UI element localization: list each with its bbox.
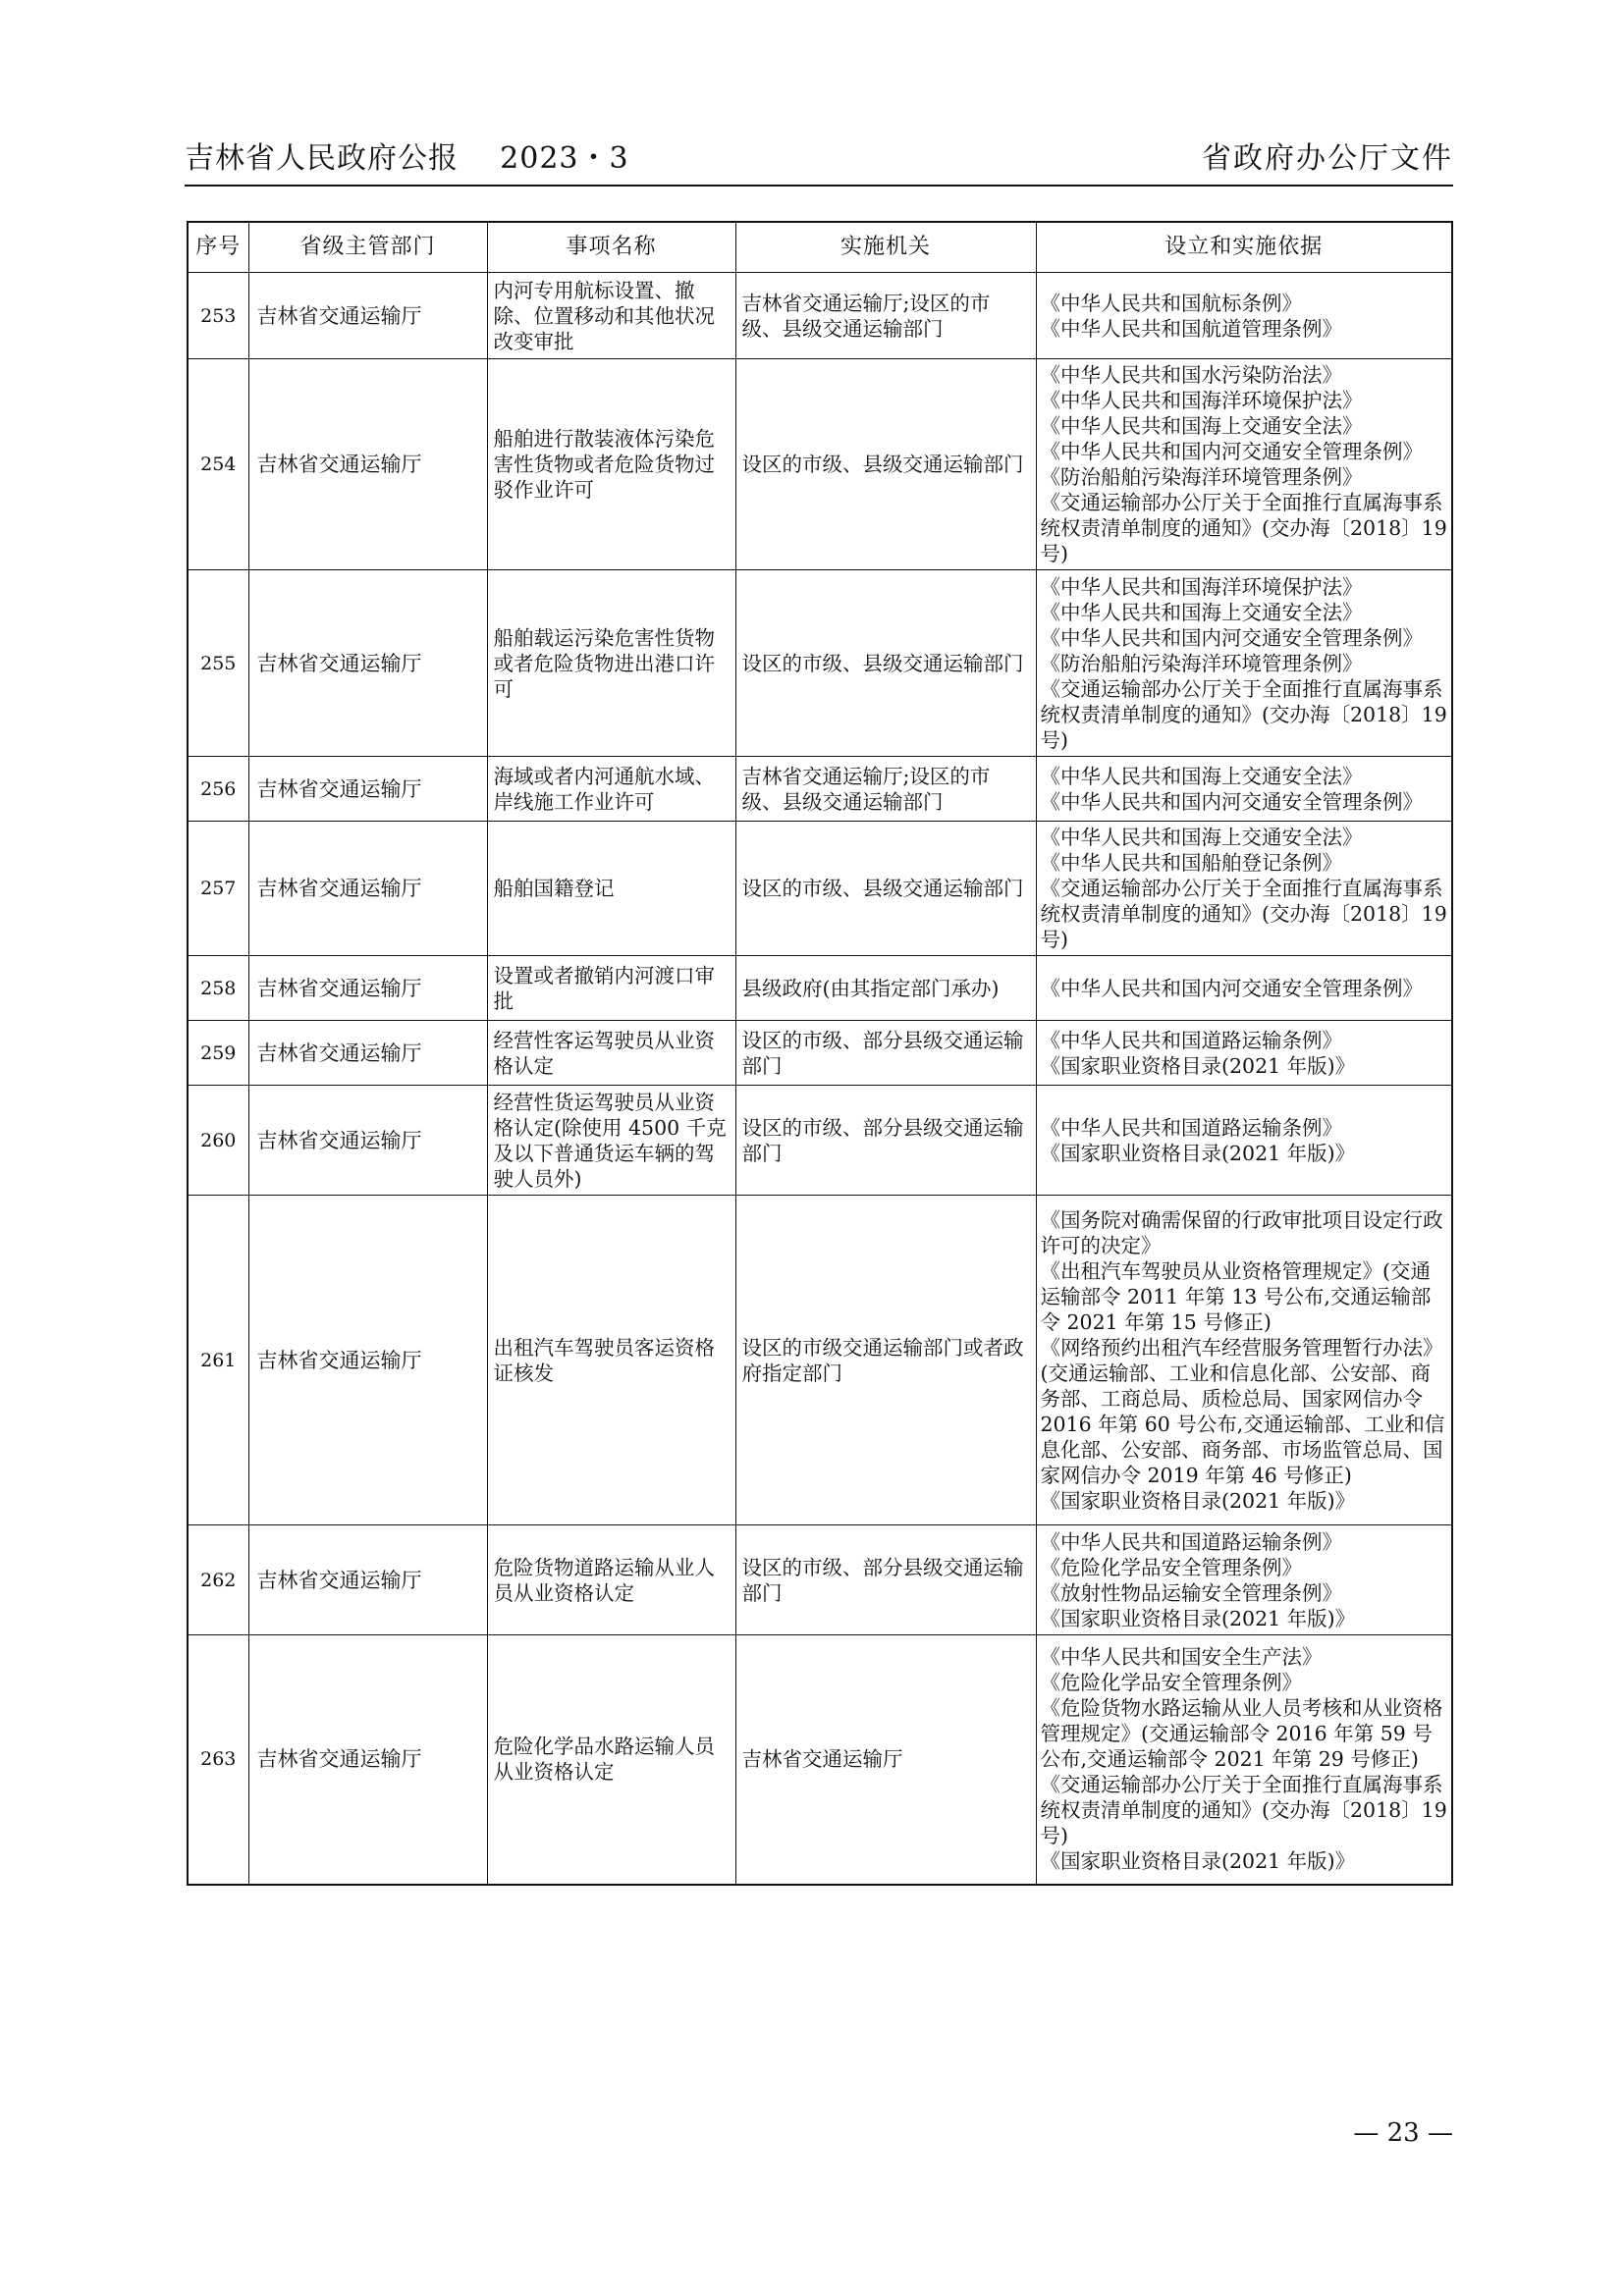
row-agency: 县级政府(由其指定部门承办) <box>735 956 1036 1021</box>
row-agency: 设区的市级、县级交通运输部门 <box>735 359 1036 570</box>
row-number: 261 <box>188 1196 248 1525</box>
basis-line: 《网络预约出租汽车经营服务管理暂行办法》(交通运输部、工业和信息化部、公安部、商务部、工商总局、质检总局、国家网信办令 2016 年第 60 号公布,交通运输部、工业和信息化部、公安部、商务部、市场监管总局、国家网信办令 2019 年第 46 号修正) <box>1040 1335 1445 1487</box>
row-basis <box>1036 1086 1452 1196</box>
row-number: 254 <box>188 359 248 570</box>
basis-line: 《出租汽车驾驶员从业资格管理规定》(交通运输部令 2011 年第 13 号公布,交通运输部令 2021 年第 15 号修正) <box>1040 1258 1432 1334</box>
row-agency: 设区的市级、县级交通运输部门 <box>735 570 1036 757</box>
basis-line: 《交通运输部办公厅关于全面推行直属海事系统权责清单制度的通知》(交办海〔2018〕19 号) <box>1040 491 1447 565</box>
basis-line: 《交通运输部办公厅关于全面推行直属海事系统权责清单制度的通知》(交办海〔2018〕19 号) <box>1040 877 1447 951</box>
row-department: 吉林省交通运输厅 <box>248 359 487 570</box>
basis-line: 《中华人民共和国海洋环境保护法》 <box>1040 574 1363 599</box>
basis-line: 《中华人民共和国水污染防治法》 <box>1040 363 1342 387</box>
row-agency: 吉林省交通运输厅 <box>735 1635 1036 1885</box>
row-agency: 设区的市级、部分县级交通运输部门 <box>735 1086 1036 1196</box>
row-item-name: 船舶进行散装液体污染危害性货物或者危险货物过驳作业许可 <box>487 359 735 570</box>
row-agency: 设区的市级、部分县级交通运输部门 <box>735 1021 1036 1086</box>
table-row <box>188 1525 1452 1635</box>
row-item-name: 经营性客运驾驶员从业资格认定 <box>487 1021 735 1086</box>
basis-line: 《国家职业资格目录(2021 年版)》 <box>1040 1141 1356 1165</box>
basis-line: 《国家职业资格目录(2021 年版)》 <box>1040 1606 1356 1630</box>
basis-line: 《中华人民共和国海上交通安全法》 <box>1040 826 1363 849</box>
row-number: 259 <box>188 1021 248 1086</box>
row-basis <box>1036 1635 1452 1885</box>
row-basis <box>1036 1021 1452 1086</box>
page-number: — 23 — <box>1353 2118 1453 2148</box>
basis-line: 《中华人民共和国道路运输条例》 <box>1040 1028 1342 1052</box>
column-header-agency: 实施机关 <box>735 222 1036 273</box>
basis-line: 《放射性物品运输安全管理条例》 <box>1040 1580 1342 1605</box>
basis-line: 《交通运输部办公厅关于全面推行直属海事系统权责清单制度的通知》(交办海〔2018〕19 号) <box>1040 676 1447 752</box>
basis-line: 《中华人民共和国海上交通安全法》 <box>1040 414 1363 438</box>
row-item-name: 设置或者撤销内河渡口审批 <box>487 956 735 1021</box>
row-department: 吉林省交通运输厅 <box>248 757 487 822</box>
header-rule <box>185 185 1453 187</box>
basis-line: 《中华人民共和国道路运输条例》 <box>1040 1115 1342 1140</box>
row-basis <box>1036 1196 1452 1525</box>
row-department: 吉林省交通运输厅 <box>248 570 487 757</box>
row-basis <box>1036 359 1452 570</box>
issue-number: 2023・3 <box>500 141 629 176</box>
row-item-name: 船舶国籍登记 <box>487 822 735 956</box>
table-row <box>188 1021 1452 1086</box>
row-item-name: 海域或者内河通航水域、岸线施工作业许可 <box>487 757 735 822</box>
row-number: 258 <box>188 956 248 1021</box>
row-basis <box>1036 1525 1452 1635</box>
section-title: 省政府办公厅文件 <box>1202 141 1453 176</box>
basis-line: 《中华人民共和国内河交通安全管理条例》 <box>1040 625 1423 650</box>
row-number: 255 <box>188 570 248 757</box>
basis-line: 《国家职业资格目录(2021 年版)》 <box>1040 1849 1356 1874</box>
row-department: 吉林省交通运输厅 <box>248 822 487 956</box>
row-agency: 吉林省交通运输厅;设区的市级、县级交通运输部门 <box>735 757 1036 822</box>
row-agency: 设区的市级交通运输部门或者政府指定部门 <box>735 1196 1036 1525</box>
row-basis <box>1036 570 1452 757</box>
basis-line: 《危险化学品安全管理条例》 <box>1040 1555 1302 1579</box>
column-header-item: 事项名称 <box>487 222 735 273</box>
row-item-name: 经营性货运驾驶员从业资格认定(除使用 4500 千克及以下普通货运车辆的驾驶人员外) <box>487 1086 735 1196</box>
basis-line: 《中华人民共和国航道管理条例》 <box>1040 316 1342 341</box>
table-row <box>188 1086 1452 1196</box>
row-item-name: 危险货物道路运输从业人员从业资格认定 <box>487 1525 735 1635</box>
basis-line: 《国家职业资格目录(2021 年版)》 <box>1040 1488 1356 1513</box>
column-header-dept: 省级主管部门 <box>248 222 487 273</box>
row-basis <box>1036 273 1452 359</box>
table-row <box>188 1635 1452 1885</box>
row-number: 260 <box>188 1086 248 1196</box>
table-header-row <box>188 222 1452 273</box>
row-item-name: 内河专用航标设置、撤除、位置移动和其他状况改变审批 <box>487 273 735 359</box>
table-row <box>188 273 1452 359</box>
row-department: 吉林省交通运输厅 <box>248 1635 487 1885</box>
basis-line: 《中华人民共和国海上交通安全法》 <box>1040 764 1363 788</box>
row-number: 256 <box>188 757 248 822</box>
row-department: 吉林省交通运输厅 <box>248 1196 487 1525</box>
row-department: 吉林省交通运输厅 <box>248 1021 487 1086</box>
basis-line: 《交通运输部办公厅关于全面推行直属海事系统权责清单制度的通知》(交办海〔2018〕19 号) <box>1040 1773 1447 1848</box>
column-header-basis: 设立和实施依据 <box>1036 222 1452 273</box>
row-number: 257 <box>188 822 248 956</box>
basis-line: 《国家职业资格目录(2021 年版)》 <box>1040 1053 1356 1078</box>
column-header-no: 序号 <box>188 222 248 273</box>
basis-line: 《国务院对确需保留的行政审批项目设定行政许可的决定》 <box>1040 1207 1443 1257</box>
basis-line: 《中华人民共和国内河交通安全管理条例》 <box>1040 789 1423 814</box>
row-item-name: 出租汽车驾驶员客运资格证核发 <box>487 1196 735 1525</box>
table-row <box>188 1196 1452 1525</box>
basis-line: 《防治船舶污染海洋环境管理条例》 <box>1040 465 1363 489</box>
basis-line: 《防治船舶污染海洋环境管理条例》 <box>1040 651 1363 675</box>
row-agency: 吉林省交通运输厅;设区的市级、县级交通运输部门 <box>735 273 1036 359</box>
row-number: 253 <box>188 273 248 359</box>
approval-items-table <box>187 221 1453 1886</box>
basis-line: 《中华人民共和国安全生产法》 <box>1040 1645 1323 1670</box>
journal-title <box>185 133 629 177</box>
table-row <box>188 570 1452 757</box>
basis-line: 《中华人民共和国内河交通安全管理条例》 <box>1040 440 1423 463</box>
row-basis <box>1036 822 1452 956</box>
row-basis <box>1036 757 1452 822</box>
basis-line: 《中华人民共和国船舶登记条例》 <box>1040 851 1342 875</box>
row-basis <box>1036 956 1452 1021</box>
row-number: 262 <box>188 1525 248 1635</box>
table-row <box>188 822 1452 956</box>
row-item-name: 船舶载运污染危害性货物或者危险货物进出港口许可 <box>487 570 735 757</box>
table-row <box>188 359 1452 570</box>
basis-line: 《中华人民共和国内河交通安全管理条例》 <box>1040 976 1423 1000</box>
basis-line: 《中华人民共和国道路运输条例》 <box>1040 1529 1342 1554</box>
journal-name: 吉林省人民政府公报 <box>185 141 459 176</box>
row-department: 吉林省交通运输厅 <box>248 1525 487 1635</box>
basis-line: 《危险化学品安全管理条例》 <box>1040 1671 1302 1695</box>
table-body <box>188 273 1452 1885</box>
row-department: 吉林省交通运输厅 <box>248 956 487 1021</box>
table-row <box>188 956 1452 1021</box>
row-agency: 设区的市级、部分县级交通运输部门 <box>735 1525 1036 1635</box>
basis-line: 《中华人民共和国海上交通安全法》 <box>1040 600 1363 624</box>
basis-line: 《危险货物水路运输从业人员考核和从业资格管理规定》(交通运输部令 2016 年第 59 号公布,交通运输部令 2021 年第 29 号修正) <box>1040 1696 1443 1772</box>
basis-line: 《中华人民共和国海洋环境保护法》 <box>1040 389 1363 412</box>
page-header <box>185 133 1453 185</box>
table-row <box>188 757 1452 822</box>
row-department: 吉林省交通运输厅 <box>248 273 487 359</box>
row-number: 263 <box>188 1635 248 1885</box>
row-item-name: 危险化学品水路运输人员从业资格认定 <box>487 1635 735 1885</box>
basis-line: 《中华人民共和国航标条例》 <box>1040 291 1302 315</box>
row-department: 吉林省交通运输厅 <box>248 1086 487 1196</box>
row-agency: 设区的市级、县级交通运输部门 <box>735 822 1036 956</box>
